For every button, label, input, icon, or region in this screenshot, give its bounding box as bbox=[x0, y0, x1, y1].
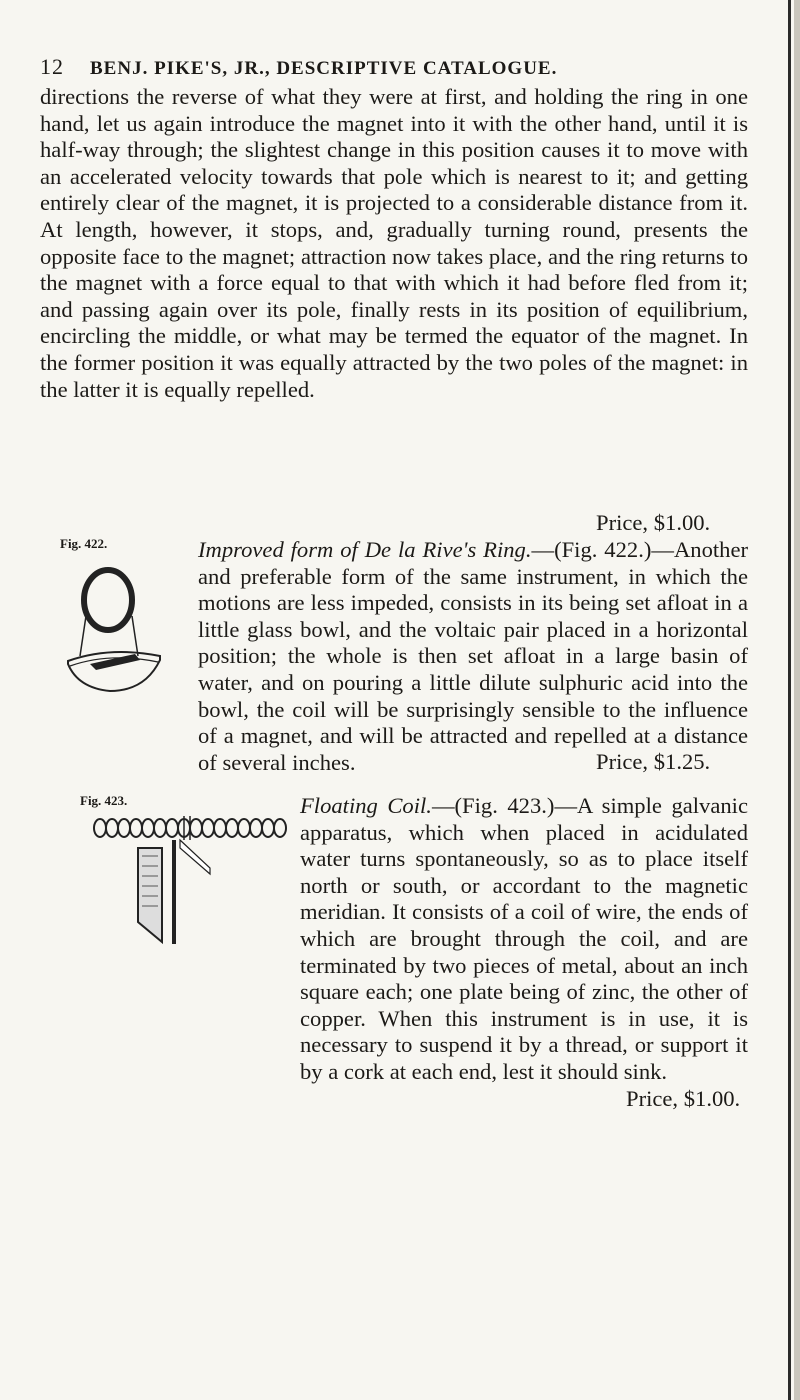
page-edge-shadow bbox=[770, 0, 800, 1400]
section-title-de-la-rive: Improved form of De la Rive's Ring. bbox=[198, 537, 532, 562]
section-text-floating-coil: —(Fig. 423.)—A simple galvanic apparatus, which when placed in acidulated water turns spontaneously, so as to place itself north or south, or accordant to the magnetic meridian. It consists of a coil of wire, the ends of which are brought through the coil, and are terminated by two pieces of metal, about an inch square each; one plate being of zinc, the other of copper. When this instrument is in use, it is necessary to suspend it by a thread, or support it by a cork at each end, lest it should sink. bbox=[300, 793, 748, 1084]
section-text-de-la-rive: —(Fig. 422.)—Another and preferable form of the same instrument, in which the motions are less impeded, consists in its being set afloat in a little glass bowl, and the voltaic pair placed in a horizontal position; the whole is then set afloat in a large basin of water, and on pouring a little dilute sulphuric acid into the bowl, the coil will be surprisingly sensible to the influence of a magnet, and will be attracted and repelled at a distance of several inches. bbox=[198, 537, 748, 775]
figure-423-floating-coil-illustration bbox=[80, 812, 310, 957]
price-label: Price, $1.00. bbox=[626, 1086, 741, 1111]
running-title: BENJ. PIKE'S, JR., DESCRIPTIVE CATALOGUE. bbox=[90, 58, 558, 79]
figure-label-422: Fig. 422. bbox=[60, 536, 108, 551]
paragraph-floating-coil-intro bbox=[300, 793, 748, 1086]
price-label: Price, $1.25. bbox=[596, 749, 711, 774]
section-title-floating-coil: Floating Coil. bbox=[300, 793, 432, 818]
paragraph-ring-motion: directions the reverse of what they were at first, and holding the ring in one hand, let us again introduce the magnet into it with the other hand, until it is half-way through; the slightest change in this position causes it to move with an accelerated velocity towards that pole which is nearest to it; and getting entirely clear of the magnet, it is projected to a considerable distance from it. At length, however, it stops, and, gradually turning round, presents the opposite face to the magnet; attraction now takes place, and the ring returns to the magnet with a force equal to that with which it had before fled from it; and passing again over its pole, finally rests in its position of equilibrium, encircling the middle, or what may be termed the equator of the magnet. In the former position it was equally attracted by the two poles of the magnet: in the latter it is equally repelled. bbox=[40, 84, 748, 402]
page-number: 12 bbox=[40, 54, 64, 79]
figure-422-ring-illustration bbox=[60, 556, 170, 701]
figure-label-423: Fig. 423. bbox=[80, 793, 128, 808]
running-header bbox=[40, 54, 740, 80]
price-label: Price, $1.00. bbox=[596, 510, 711, 535]
